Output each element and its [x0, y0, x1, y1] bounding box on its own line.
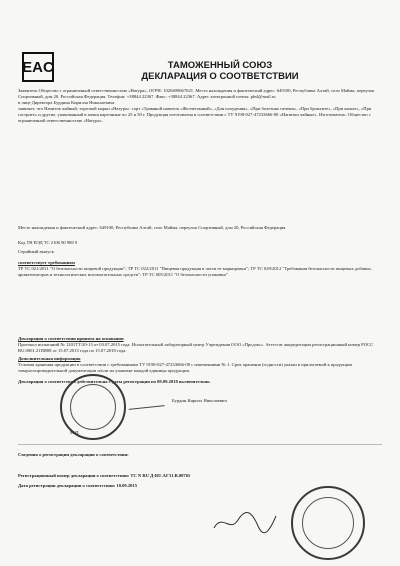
extra-label: Дополнительная информация	[18, 356, 81, 361]
basis-section	[18, 336, 382, 354]
requirements-label: соответствует требованиям	[18, 260, 75, 265]
registration-stamp	[291, 486, 365, 560]
tn-ved-code: Код ТН ВЭД ТС 2106 90 980 9	[18, 240, 78, 245]
reg-date-text: Дата регистрации декларации о соответствии: 10.09.2015	[18, 483, 138, 488]
registration-number	[18, 473, 382, 479]
registration-info	[18, 452, 382, 458]
declaration-title: ДЕКЛАРАЦИЯ О СООТВЕТСТВИИ	[141, 71, 299, 82]
eac-logo: EAC	[22, 52, 54, 82]
requirements-text: ТР ТС 021/2011 "О безопасности пищевой продукции"; ТР ТС 022/2011 "Пищевая продукция в части ее маркировки"; ТР ТС 029/2012 "Требования безопасности пищевых добавок, ароматизаторов и технологических вспомогательных средств"; ТР ТС 005/2011 "О безопасности упаковки"	[18, 266, 372, 277]
requirements-section	[18, 260, 382, 278]
reg-info-label: Сведения о регистрации декларации о соответствии:	[18, 452, 129, 457]
signature	[127, 393, 164, 410]
registrar-signature	[212, 508, 278, 536]
serial-release: Серийный выпуск	[18, 249, 54, 254]
director-text: в лице Директора Бурдина Кирилла Николаевича	[18, 100, 115, 105]
manufacturer-address: Место нахождения и фактический адрес: 649100, Республика Алтай, село Майма, переулок Спортивный, дом 20, Российская Федерация	[18, 225, 286, 230]
stamp-label: М.П.	[70, 430, 80, 435]
divider	[18, 444, 382, 445]
applicant-section	[18, 88, 382, 124]
union-title: ТАМОЖЕННЫЙ СОЮЗ	[167, 60, 273, 71]
extra-section	[18, 356, 382, 374]
signer-name: Бурдин Кирилл Николаевич	[172, 398, 227, 403]
reg-number-text: Регистрационный номер декларации о соответствии: ТС N RU Д-RU.АГ31.В.00765	[18, 473, 191, 478]
basis-text: Протокол испытаний № 1201ТТ/20-13 от 03.07.2015 года. Испытательный лабораторный центр Учреждения ООО «Продэкс». Аттестат аккредитации регистрационный номер РОСС RU.0001.21ПЯ08 от 15.07.2013 года по 15.07.2018 года.	[18, 342, 374, 353]
validity-line: Декларация о соответствии действительна с даты регистрации по 09.09.2018 включительно.	[18, 379, 211, 384]
applicant-text: Заявитель Общество с ограниченной ответственностью «Натура», ОГРН: 1020400667021. Место нахождения и фактический адрес: 649100, Республика Алтай, село Майма, переулок Спортивный, дом 20. Российская Федерация. Телефон: +38844 22367. Факс: +38844 22367. Адрес электронной почты: phsl@mail.ru	[18, 88, 375, 99]
document-title	[70, 60, 370, 82]
basis-label: Декларация о соответствии принята на основании	[18, 336, 124, 341]
product-text: заявляет, что Напиток чайный, торговой марки «Натура»: сорт «Травяной напиток «Желчегонный», «Для похудения», «При болезнях печени», «При бронхите», «При кашле», «При гастрите» и другие, упакованный в пачки картонные по 25 и 50 г. Продукция изготовлена в соответствии с ТУ 9198-027-47233666-08 «Напитки чайные». Изготовитель: Общество с ограниченной ответственностью «Натура».	[18, 106, 372, 123]
extra-text: Условия хранения продукции в соответствии с требованиями ТУ 9198-027-47233666-08 с изменениями № 1. Срок хранения (годности) указан в прилагаемой к продукции товаросопроводительной документации и/или на упаковке каждой единицы продукции.	[18, 362, 353, 373]
